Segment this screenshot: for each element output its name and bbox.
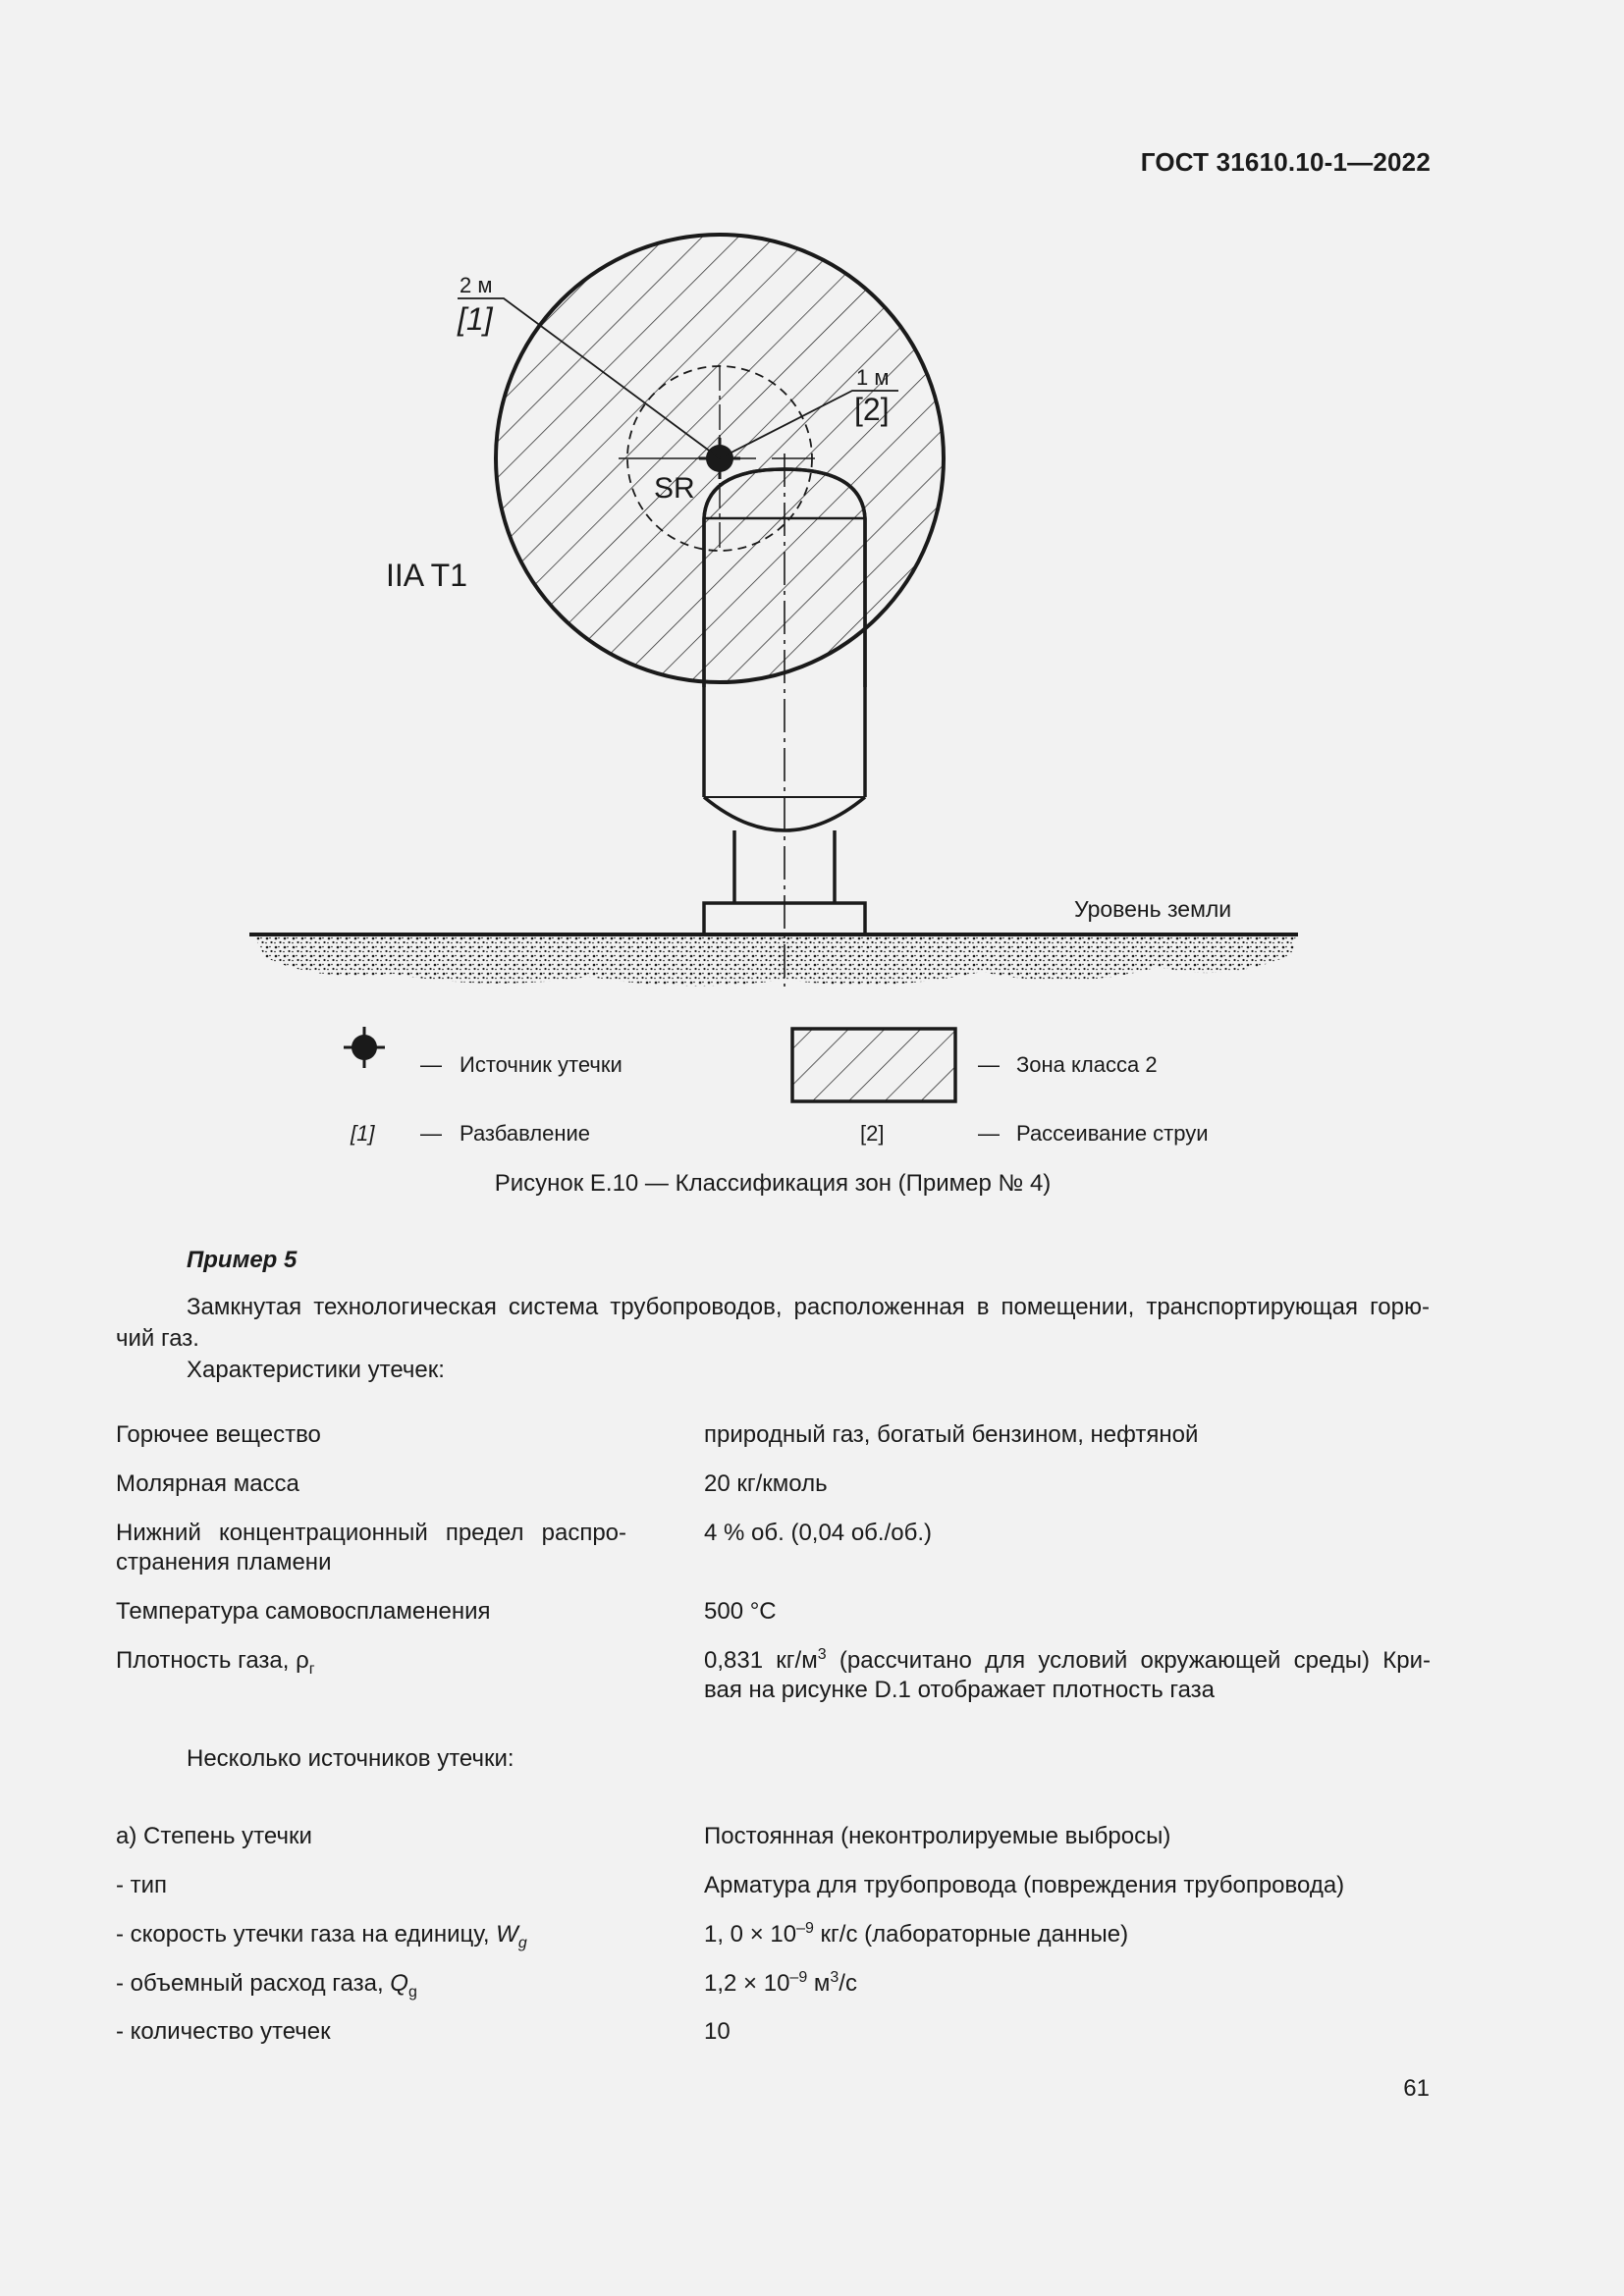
row-label-autoignition: Температура самовоспламенения bbox=[116, 1598, 491, 1625]
legend-dash-4: — bbox=[978, 1121, 1000, 1146]
page-number: 61 bbox=[1403, 2075, 1430, 2102]
intro-line-1: Замкнутая технологическая система трубопроводов, расположенная в помещении, транспортирующая горю- bbox=[187, 1294, 1430, 1320]
multiple-sources-heading: Несколько источников утечки: bbox=[187, 1745, 514, 1772]
legend-zone2-swatch bbox=[792, 1029, 955, 1101]
row-label-lfl bbox=[116, 1519, 626, 1577]
source-label-rate: - скорость утечки газа на единицу, $W_g$ bbox=[116, 1921, 527, 1951]
label-sr: SR bbox=[654, 472, 695, 505]
source-label-count: - количество утечек bbox=[116, 2018, 331, 2045]
lfl-line-1: Нижний концентрационный предел распро- bbox=[116, 1520, 626, 1546]
label-2m: 2 м bbox=[460, 273, 493, 297]
source-value-flow: $1,2 \times 10^{-9}$ $м^3/с$ bbox=[704, 1969, 857, 1997]
label-1m: 1 м bbox=[856, 365, 890, 390]
legend-zone2-label: Зона класса 2 bbox=[1016, 1052, 1158, 1077]
lfl-line-2: странения пламени bbox=[116, 1549, 332, 1575]
label-ground-level: Уровень земли bbox=[1074, 896, 1232, 922]
source-value-count: 10 bbox=[704, 2018, 731, 2045]
legend-source-icon bbox=[344, 1027, 385, 1068]
ground-surface bbox=[249, 934, 1298, 986]
intro-line-2: чий газ. bbox=[116, 1325, 199, 1352]
row-value-autoignition: 500 °С bbox=[704, 1598, 777, 1625]
legend-dash-1: — bbox=[420, 1052, 442, 1077]
legend-source-label: Источник утечки bbox=[460, 1052, 623, 1077]
source-label-flow: - объемный расход газа, $Q_g$ bbox=[116, 1970, 417, 2001]
row-value-lfl: 4 % об. (0,04 об./об.) bbox=[704, 1520, 933, 1546]
example-intro bbox=[116, 1292, 1430, 1386]
row-value-molar-mass: 20 кг/кмоль bbox=[704, 1470, 828, 1497]
source-value-type: Арматура для трубопровода (повреждения трубопровода) bbox=[704, 1872, 1345, 1898]
legend-ref2: [2] bbox=[860, 1121, 885, 1146]
label-ref1: [1] bbox=[458, 301, 493, 337]
legend-dash-2: — bbox=[978, 1052, 1000, 1077]
legend-dilution-label: Разбавление bbox=[460, 1121, 591, 1146]
example-title: Пример 5 bbox=[187, 1247, 298, 1273]
characteristics-heading: Характеристики утечек: bbox=[187, 1357, 445, 1383]
label-zone-gas-group: IIA T1 bbox=[386, 558, 468, 593]
legend-jet-label: Рассеивание струи bbox=[1016, 1121, 1209, 1146]
label-ref2: [2] bbox=[854, 392, 890, 427]
row-label-substance: Горючее вещество bbox=[116, 1421, 321, 1448]
row-label-density: Плотность газа, $\rho_г$ bbox=[116, 1647, 315, 1678]
row-value-density: 0,831 $кг/м^3$ (рассчитано для условий окружающей среды) Кри- вая на рисунке D.1 отображает плотность газа bbox=[704, 1646, 1431, 1703]
page-header: ГОСТ 31610.10-1—2022 bbox=[1140, 147, 1431, 177]
legend-ref1: [1] bbox=[351, 1121, 375, 1146]
source-value-rate: 1, $0 \times 10^{-9}$ кг/с (лабораторные данные) bbox=[704, 1920, 1129, 1948]
source-value-grade: Постоянная (неконтролируемые выбросы) bbox=[704, 1823, 1171, 1849]
row-label-molar-mass: Молярная масса bbox=[116, 1470, 299, 1497]
source-label-type: - тип bbox=[116, 1872, 168, 1898]
density-line-2: вая на рисунке D.1 отображает плотность газа bbox=[704, 1677, 1216, 1703]
row-value-substance: природный газ, богатый бензином, нефтяной bbox=[704, 1421, 1199, 1448]
source-label-grade: а) Степень утечки bbox=[116, 1823, 312, 1849]
figure-caption: Рисунок E.10 — Классификация зон (Пример № 4) bbox=[494, 1170, 1052, 1197]
legend-dash-3: — bbox=[420, 1121, 442, 1146]
